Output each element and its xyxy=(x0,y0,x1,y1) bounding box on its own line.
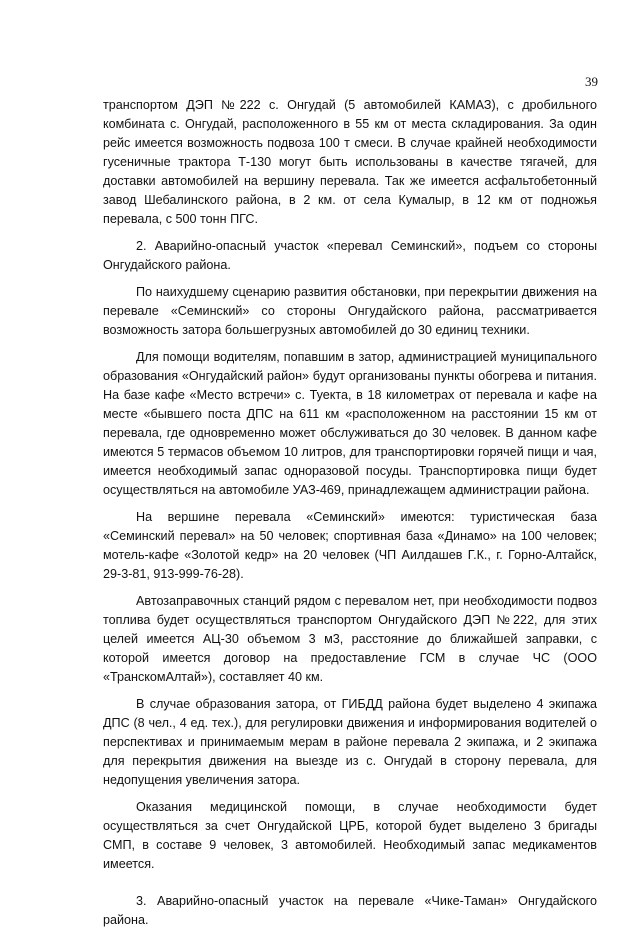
section-heading-seminsky: 2. Аварийно-опасный участок «перевал Семинский», подъем со стороны Онгудайского района. xyxy=(103,239,597,272)
paragraph-continuation: транспортом ДЭП №222 с. Онгудай (5 автомобилей КАМАЗ), с дробильного комбината с. Онгудай, расположенного в 55 км от места складирования. За один рейс имеется возможность подвоза 100 т смеси. В случае крайней необходимости гусеничные трактора Т-130 могут быть использованы в качестве тягачей, для доставки автомобилей на вершину перевала. Так же имеется асфальтобетонный завод Шебалинского района, в 2 км. от села Кумалыр, в 12 км от подножья перевала, с 500 тонн ПГС. xyxy=(103,98,597,226)
page-number: 39 xyxy=(585,74,598,89)
paragraph-heating-food: Для помощи водителям, попавшим в затор, администрацией муниципального образования «Онгудайский район» будут организованы пункты обогрева и питания. На базе кафе «Место встречи» с. Туекта, в 18 километрах от перевала и кафе на месте «бывшего поста ДПС на 611 км «расположенном на расстоянии 15 км от перевала, где одновременно может обслуживаться до 30 человек. В данном кафе имеются 5 термасов объемом 10 литров, для транспортировки горячей пищи и чая, имеется необходимый запас одноразовой посуды. Транспортировка пищи будет осуществляться на автомобиле УАЗ-469, принадлежащем администрации района. xyxy=(103,350,597,497)
document-body xyxy=(103,96,597,938)
section-heading-chike-taman: 3. Аварийно-опасный участок на перевале «Чике-Таман» Онгудайского района. xyxy=(103,894,597,927)
paragraph-scenario: По наихудшему сценарию развития обстановки, при перекрытии движения на перевале «Семинский» со стороны Онгудайского района, рассматривается возможность затора большегрузных автомобилей до 30 единиц техники. xyxy=(103,285,597,337)
paragraph-medical: Оказания медицинской помощи, в случае необходимости будет осуществляться за счет Онгудайской ЦРБ, которой будет выделено 3 бригады СМП, в составе 9 человек, 3 автомобилей. Необходимый запас медикаментов имеется. xyxy=(103,800,597,871)
paragraph-accommodation: На вершине перевала «Семинский» имеются: туристическая база «Семинский перевал» на 50 человек; спортивная база «Динамо» на 100 человек; мотель-кафе «Золотой кедр» на 20 человек (ЧП Аилдашев Г.К., г. Горно-Алтайск, 29-3-81, 913-999-76-28). xyxy=(103,510,597,581)
paragraph-fuel: Автозаправочных станций рядом с перевалом нет, при необходимости подвоз топлива будет осуществляться транспортом Онгудайского ДЭП №222, для этих целей имеется АЦ-30 объемом 3 м3, расстояние до ближайшей заправки, с которой имеется договор на предоставление ГСМ в случае ЧС (ООО «ТранскомАлтай»), составляет 40 км. xyxy=(103,594,597,684)
paragraph-traffic-police: В случае образования затора, от ГИБДД района будет выделено 4 экипажа ДПС (8 чел., 4 ед. тех.), для регулировки движения и информирования водителей о перспективах и принимаемым мерам в районе перевала 2 экипажа, и 2 экипажа для перекрытия движения на выезде из с. Онгудай в сторону перевала, для недопущения увеличения затора. xyxy=(103,697,597,787)
